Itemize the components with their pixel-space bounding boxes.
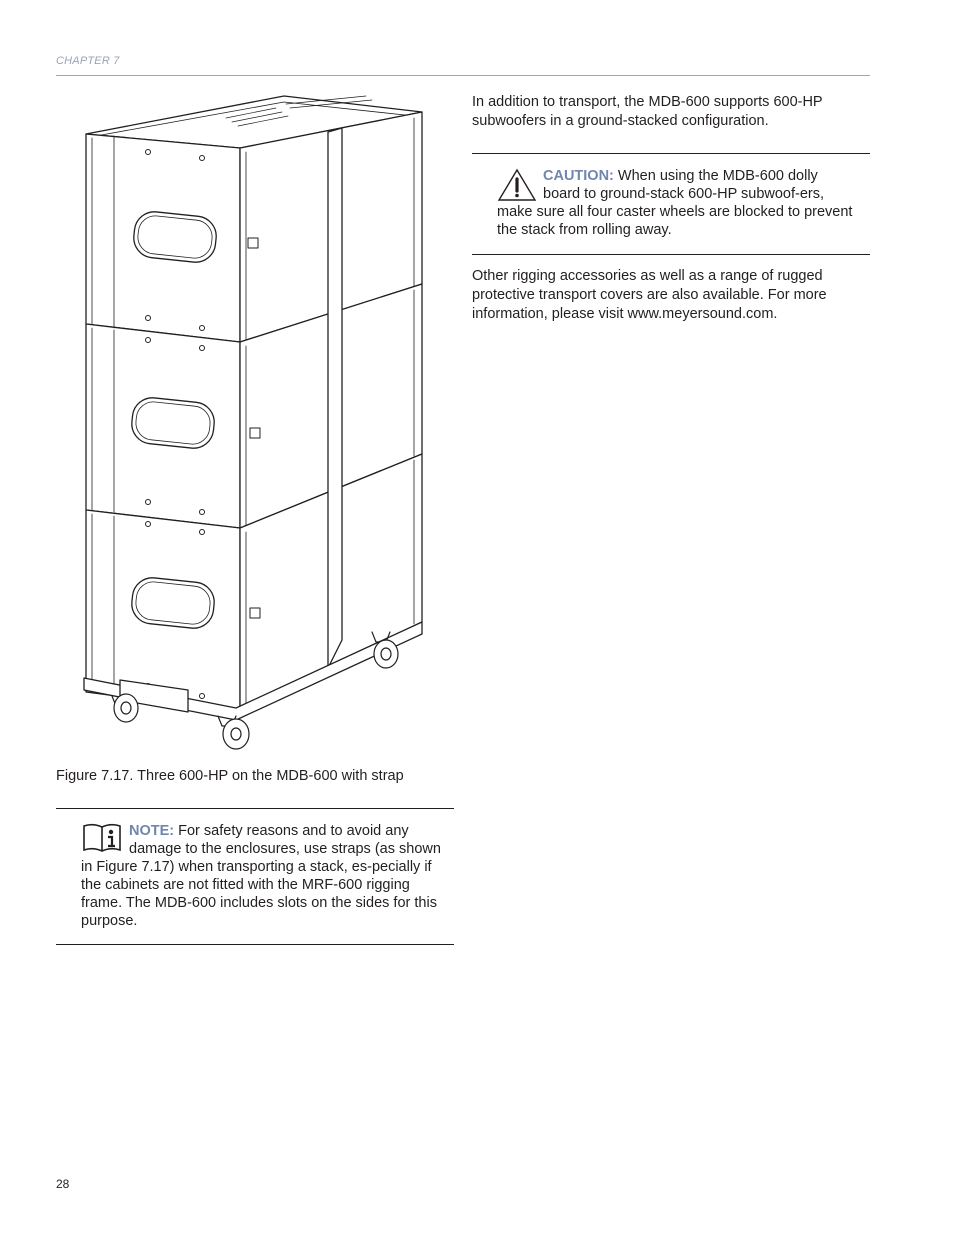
intro-paragraph: In addition to transport, the MDB-600 supports 600-HP subwoofers in a ground-stacked configuration. — [472, 94, 823, 129]
caution-text: When using the MDB-600 dolly board to ground-stack 600-HP subwoof-ers, make sure all four caster wheels are blocked to prevent the stack from rolling away. — [497, 168, 853, 238]
note-block — [81, 822, 441, 930]
warning-triangle-icon — [497, 167, 537, 203]
accessories-paragraph: Other rigging accessories as well as a range of rugged protective transport covers are also available. For more information, please visit www.meyersound.com. — [472, 268, 827, 322]
figure-caption: Figure 7.17. Three 600-HP on the MDB-600 with strap — [56, 768, 404, 784]
figure-stacked-subwoofers — [76, 92, 428, 760]
caution-label: CAUTION: — [543, 168, 614, 184]
page-number: 28 — [56, 1177, 70, 1191]
caution-bottom-rule — [472, 254, 870, 255]
note-top-rule — [56, 808, 454, 809]
information-book-icon — [81, 822, 123, 854]
caution-block — [497, 167, 857, 239]
chapter-header: CHAPTER 7 — [56, 55, 120, 67]
caution-top-rule — [472, 153, 870, 154]
header-rule — [56, 75, 870, 76]
note-bottom-rule — [56, 944, 454, 945]
stacked-subwoofers-drawing — [76, 92, 428, 760]
note-label: NOTE: — [129, 823, 175, 839]
note-text: For safety reasons and to avoid any damage to the enclosures, use straps (as shown in Figure 7.17) when transporting a stack, es-pecially if the cabinets are not fitted with the MRF-600 rigging frame. The MDB-600 includes slots on the sides for this purpose. — [81, 823, 441, 929]
